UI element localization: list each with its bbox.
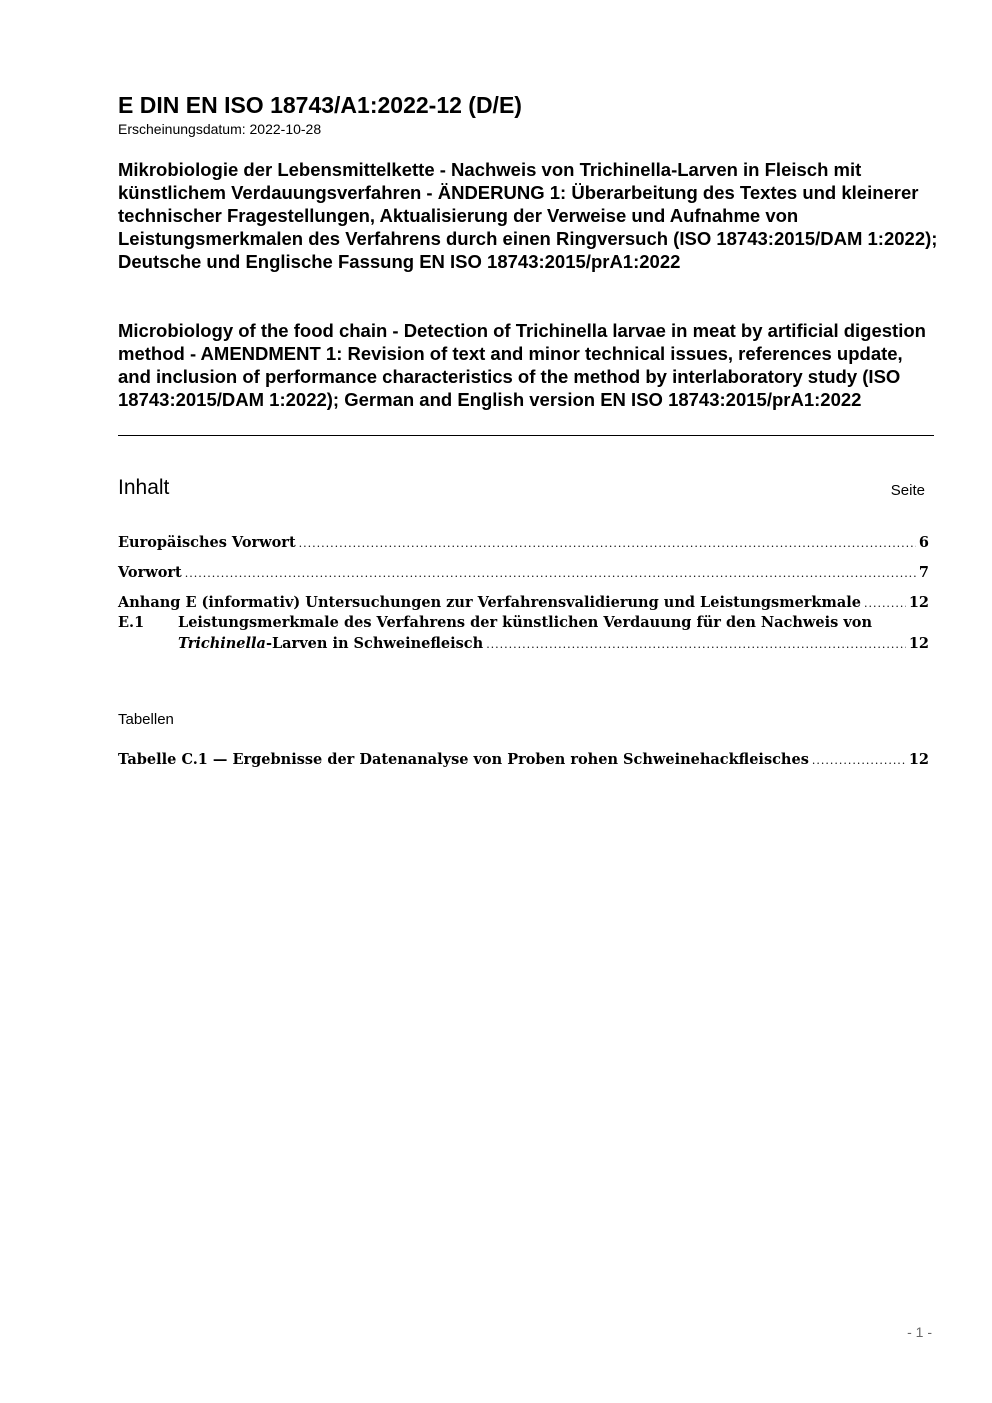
document-title: E DIN EN ISO 18743/A1:2022-12 (D/E) <box>118 92 522 118</box>
toc-entry-page: 12 <box>908 594 929 611</box>
dot-leader <box>185 564 916 584</box>
toc-entry-annex-e[interactable] <box>118 593 929 614</box>
dot-leader <box>486 635 906 655</box>
toc-entry-page: 6 <box>918 534 929 551</box>
toc-page-column-label: Seite <box>890 482 925 499</box>
toc-entry-text-rest: -Larven in Schweinefleisch <box>265 635 484 652</box>
toc-entry-text <box>178 634 483 654</box>
german-title: Mikrobiologie der Lebensmittelkette - Nachweis von Trichinella-Larven in Fleisch mit künstlichem Verdauungsverfahren - ÄNDERUNG 1: Überarbeitung des Textes und kleinerer technischer Fragestellungen, Aktualisierung der Verweise und Aufnahme von Leistungsmerkmalen des Verfahrens durch einen Ringversuch (ISO 18743:2015/DAM 1:2022); Deutsche und Englische Fassung EN ISO 18743:2015/prA1:2022 <box>118 159 938 272</box>
toc-entry-text: Vorwort <box>118 564 182 581</box>
toc-entry-text: Europäisches Vorwort <box>118 534 296 551</box>
toc-entry-text: Anhang E (informativ) Untersuchungen zur Verfahrensvalidierung und Leistungsmerkmale <box>118 594 861 611</box>
publication-date: Erscheinungsdatum: 2022-10-28 <box>118 121 322 137</box>
toc-entry-foreword[interactable] <box>118 563 929 584</box>
toc-entry-page: 7 <box>918 564 929 581</box>
toc-subentry-e1[interactable] <box>178 634 929 655</box>
tables-heading: Tabellen <box>118 711 174 728</box>
italic-species-name: Trichinella <box>178 635 266 652</box>
dot-leader <box>812 751 906 771</box>
toc-entry-table-c1[interactable] <box>118 750 929 771</box>
toc-subentry-e1-line1[interactable]: Leistungsmerkmale des Verfahrens der künstlichen Verdauung für den Nachweis von <box>178 614 872 631</box>
toc-entry-european-foreword[interactable] <box>118 533 929 554</box>
dot-leader <box>864 594 906 614</box>
page-number: - 1 - <box>907 1324 932 1340</box>
title-divider <box>118 435 934 436</box>
toc-entry-text: Tabelle C.1 — Ergebnisse der Datenanalyse von Proben rohen Schweinehackfleisches <box>118 751 809 768</box>
toc-subentry-number: E.1 <box>118 614 145 631</box>
english-title: Microbiology of the food chain - Detection of Trichinella larvae in meat by artificial digestion method - AMENDMENT 1: Revision of text and minor technical issues, references update, and inclusion of performance characteristics of the method by interlaboratory study (ISO 18743:2015/DAM 1:2022); German and English version EN ISO 18743:2015/prA1:2022 <box>118 320 926 410</box>
toc-entry-page: 12 <box>908 635 929 652</box>
dot-leader <box>299 534 916 554</box>
toc-entry-page: 12 <box>908 751 929 768</box>
toc-heading: Inhalt <box>118 476 170 499</box>
